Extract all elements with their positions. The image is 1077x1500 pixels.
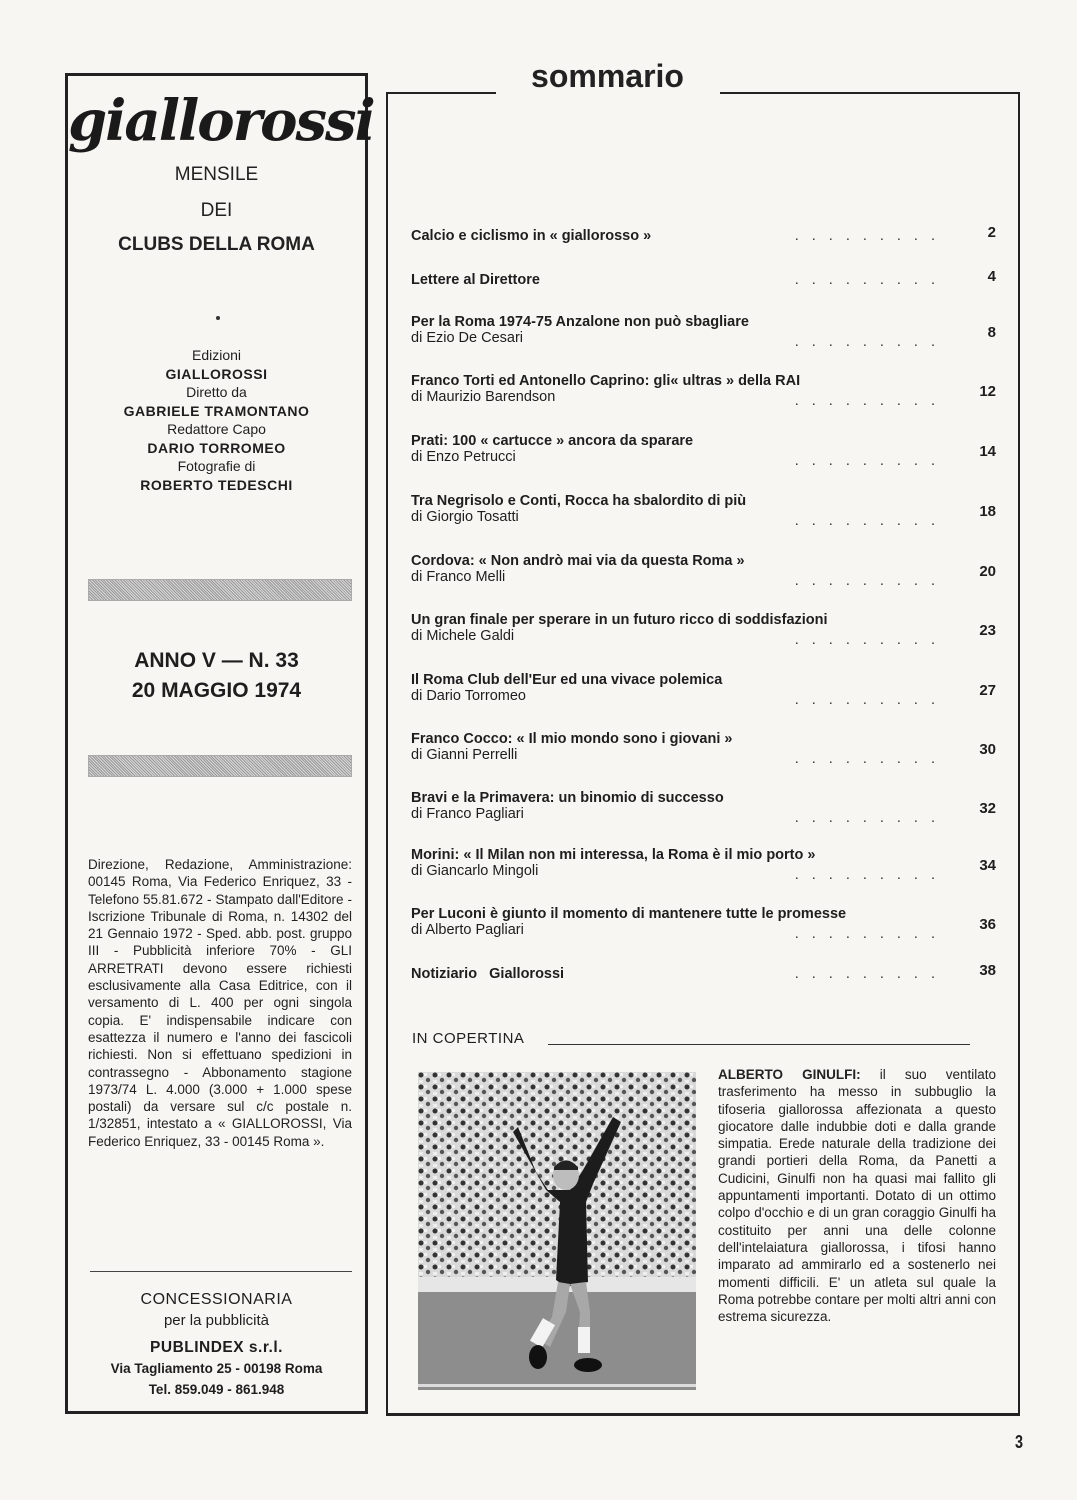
credit-label: Diretto da: [186, 384, 247, 400]
caption-subject: ALBERTO GINULFI:: [718, 1067, 861, 1082]
caption-text: il suo ventilato trasferimento ha messo in subbuglio la tifoseria giallorossa affezionata a questo giocatore dalle indubbie doti e dalla grande simpatia. Erede naturale della tradizione dei grandi portieri della Roma, da Panetti a Cudicini, Ginulfi non ha quasi mai fallito gli appuntamenti importanti. Dotato di un ottimo colpo d'occhio e di un gran coraggio Ginulfi ha costituito per anni una delle colonne dell'intelaiatura giallorossa, i tifosi hanno imparato ad ammirarlo ed a sostenerlo nei momenti difficili. E' un atleta sul quale la Roma potrebbe contare per molti altri anni con estrema sicurezza.: [718, 1067, 996, 1325]
advertising-agency-block: [68, 1289, 365, 1400]
toc-entry-author: di Maurizio Barendson: [411, 389, 556, 405]
toc-entry[interactable]: [411, 268, 996, 288]
toc-entry-title: Cordova: « Non andrò mai via da questa Roma »: [411, 553, 745, 569]
toc-entry-title: Il Roma Club dell'Eur ed una vivace polemica: [411, 672, 723, 688]
toc-entry[interactable]: [411, 612, 996, 648]
toc-entry-title: Bravi e la Primavera: un binomio di successo: [411, 790, 724, 806]
dot-leader: .........: [794, 334, 948, 350]
toc-entry-title: Prati: 100 « cartucce » ancora da sparare: [411, 433, 694, 449]
toc-entry[interactable]: [411, 433, 996, 469]
cover-caption: [718, 1066, 996, 1325]
toc-entry-page: 23: [979, 622, 996, 639]
toc-entry-author: di Gianni Perrelli: [411, 747, 518, 763]
toc-entry-page: 8: [987, 324, 996, 341]
toc-entry[interactable]: [411, 731, 996, 767]
toc-entry[interactable]: [411, 373, 996, 409]
credit-label: Edizioni: [191, 347, 242, 363]
agency-phone: Tel. 859.049 - 861.948: [148, 1382, 285, 1397]
toc-entry-title: Morini: « Il Milan non mi interessa, la Roma è il mio porto »: [411, 847, 816, 863]
toc-entry[interactable]: [411, 553, 996, 589]
toc-entry[interactable]: [411, 224, 996, 244]
issue-date: 20 MAGGIO 1974: [131, 679, 302, 702]
issue-info: [68, 646, 365, 706]
dot-leader: .........: [794, 513, 948, 529]
credit-name: GIALLOROSSI: [165, 365, 268, 382]
toc-entry-title: Un gran finale per sperare in un futuro ricco di soddisfazioni: [411, 612, 828, 628]
credits-block: [68, 346, 365, 494]
toc-entry-title: Calcio e ciclismo in « giallorosso »: [411, 228, 652, 244]
masthead-subtitle-2: DEI: [200, 200, 233, 221]
dot-leader: .........: [794, 810, 948, 826]
toc-entry-author: di Ezio De Cesari: [411, 330, 524, 346]
toc-entry-title: Tra Negrisolo e Conti, Rocca ha sbalordito di più: [411, 493, 747, 509]
dot-leader: .........: [794, 926, 948, 942]
hatched-divider-top: [88, 579, 352, 601]
page-number: 3: [1015, 1432, 1024, 1452]
toc-entry-page: 32: [979, 800, 996, 817]
toc-entry-author: di Franco Pagliari: [411, 806, 524, 822]
toc-entry-title: Notiziario Giallorossi: [411, 966, 565, 982]
page-title: sommario: [531, 58, 684, 94]
toc-entry-title: Per Luconi è giunto il momento di mantenere tutte le promesse: [411, 906, 847, 922]
issue-number: ANNO V — N. 33: [134, 649, 299, 672]
toc-entry-page: 18: [979, 503, 996, 520]
dot-leader: .........: [794, 632, 948, 648]
masthead-subtitle-1: MENSILE: [174, 164, 259, 185]
concessionaria-sublabel: per la pubblicità: [163, 1312, 270, 1329]
toc-entry[interactable]: [411, 847, 996, 883]
masthead-panel: [65, 73, 374, 1414]
imprint-text: Direzione, Redazione, Amministrazione: 00145 Roma, Via Federico Enriquez, 33 - Telefono 55.81.672 - Stampato dall'Editore - Iscrizione Tribunale di Roma, n. 14302 del 21 Gennaio 1972 - Sped. abb. post. gruppo III - Pubblicità inferiore 70% - GLI ARRETRATI devono essere richiesti esclusivamente alla Casa Editrice, con il versamento di L. 400 per ogni singola copia. E' indispensabile indicare con esattezza il numero e l'anno dei fascicoli richiesti. Non si effettuano spedizioni in contrassegno - Abbonamento stagione 1973/74 L. 4.000 (3.000 + 1.000 spese postali) da versare sul c/c postale n. 1/32851, intestato a « GIALLOROSSI, Via Federico Enriquez, 33 - 00145 Roma ».: [88, 857, 352, 1149]
goalkeeper-photo-illustration: [418, 1072, 696, 1390]
toc-entry-author: di Franco Melli: [411, 569, 506, 585]
credit-name: GABRIELE TRAMONTANO: [123, 402, 310, 419]
toc-entry-page: 27: [979, 682, 996, 699]
dot-leader: .........: [794, 453, 948, 469]
toc-entry-author: di Giancarlo Mingoli: [411, 863, 539, 879]
agency-address: Via Tagliamento 25 - 00198 Roma: [110, 1361, 323, 1376]
dot-leader: .........: [794, 228, 948, 244]
dot-leader: .........: [794, 867, 948, 883]
toc-entry-title: Per la Roma 1974-75 Anzalone non può sbagliare: [411, 314, 749, 330]
toc-entry[interactable]: [411, 314, 996, 350]
cover-section-label: IN COPERTINA: [412, 1030, 525, 1047]
toc-entry[interactable]: [411, 962, 996, 982]
hatched-divider-bottom: [88, 755, 352, 777]
agency-name: PUBLINDEX s.r.l.: [150, 1339, 283, 1356]
toc-entry-page: 20: [979, 563, 996, 580]
toc-entry-title: Franco Torti ed Antonello Caprino: gli« ultras » della RAI: [411, 373, 801, 389]
toc-entry-author: di Giorgio Tosatti: [411, 509, 519, 525]
dot-leader: .........: [794, 393, 948, 409]
toc-entry-title: Lettere al Direttore: [411, 272, 540, 288]
toc-entry-author: di Alberto Pagliari: [411, 922, 524, 938]
toc-entry[interactable]: [411, 906, 996, 942]
cover-photo: [418, 1072, 696, 1390]
toc-entry-page: 14: [979, 443, 996, 460]
toc-entry-author: di Dario Torromeo: [411, 688, 526, 704]
cover-section-rule: [548, 1044, 970, 1045]
toc-entry-page: 36: [979, 916, 996, 933]
separator-dot: [216, 316, 220, 320]
divider-line: [90, 1271, 352, 1272]
toc-entry[interactable]: [411, 493, 996, 529]
masthead-subtitle-3: CLUBS DELLA ROMA: [118, 234, 315, 255]
dot-leader: .........: [794, 751, 948, 767]
dot-leader: .........: [794, 272, 948, 288]
toc-entry-author: di Michele Galdi: [411, 628, 515, 644]
dot-leader: .........: [794, 966, 948, 982]
toc-entry-page: 34: [979, 857, 996, 874]
concessionaria-label: CONCESSIONARIA: [140, 1291, 293, 1308]
credit-name: DARIO TORROMEO: [147, 439, 286, 456]
toc-entry-page: 4: [987, 268, 996, 285]
toc-entry-page: 30: [979, 741, 996, 758]
toc-entry-page: 38: [979, 962, 996, 979]
toc-entry-page: 2: [987, 224, 996, 241]
toc-entry-page: 12: [979, 383, 996, 400]
credit-name: ROBERTO TEDESCHI: [140, 476, 293, 493]
credit-label: Fotografie di: [177, 458, 256, 474]
magazine-logo: giallorossi: [68, 88, 374, 154]
toc-entry[interactable]: [411, 672, 996, 708]
credit-label: Redattore Capo: [167, 421, 266, 437]
toc-entry-author: di Enzo Petrucci: [411, 449, 516, 465]
dot-leader: .........: [794, 573, 948, 589]
toc-entry[interactable]: [411, 790, 996, 826]
dot-leader: .........: [794, 692, 948, 708]
toc-entry-title: Franco Cocco: « Il mio mondo sono i giovani »: [411, 731, 733, 747]
